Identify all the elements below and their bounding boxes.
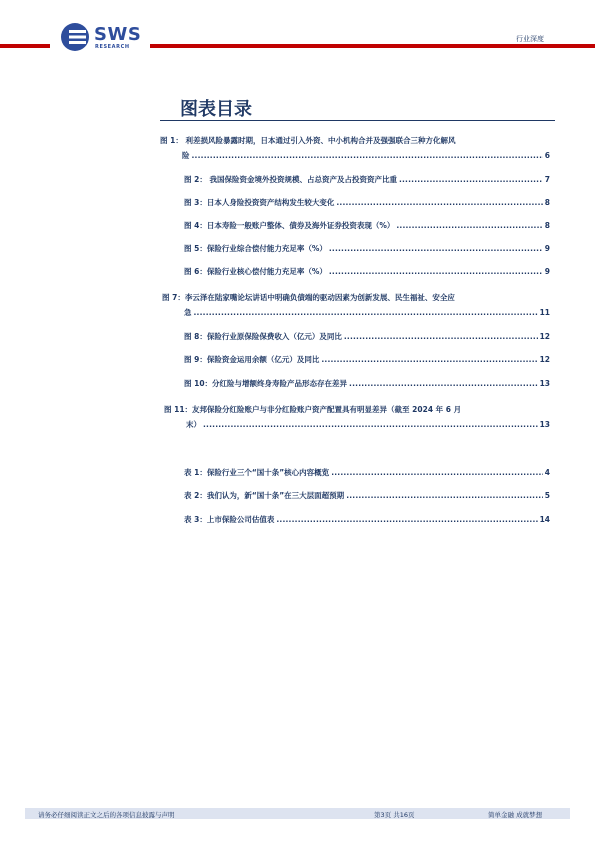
dot-leader xyxy=(331,467,543,478)
report-type-tag: 行业深度 xyxy=(516,35,544,43)
figure-entry-page: 6 xyxy=(544,151,550,160)
figure-entry-title: 图 1： 利差损风险暴露时期，日本通过引入外资、中小机构合并及强强联合三种方化解风 xyxy=(160,136,456,145)
logo-wordmark: SWS xyxy=(94,24,142,45)
figure-entry-title-continued: 末） xyxy=(186,420,201,429)
footer-disclaimer: 请务必仔细阅读正文之后的各项信息披露与声明 xyxy=(38,811,175,819)
figure-entry-title: 图 2： 我国保险资金境外投资规模、占总资产及占投资资产比重 xyxy=(184,175,397,184)
figure-entry[interactable] xyxy=(164,404,550,430)
dot-leader xyxy=(399,174,543,185)
dot-leader xyxy=(349,378,538,389)
figure-entry[interactable] xyxy=(184,266,550,277)
figure-entry-page: 8 xyxy=(544,198,550,207)
table-entry-page: 14 xyxy=(539,515,550,524)
figure-entry[interactable] xyxy=(184,354,550,365)
dot-leader xyxy=(344,331,538,342)
dot-leader xyxy=(321,354,537,365)
dot-leader xyxy=(329,243,543,254)
dot-leader xyxy=(276,514,537,525)
figure-entry-title: 图 5：保险行业综合偿付能力充足率（%） xyxy=(184,244,327,253)
figure-entry-title: 图 6：保险行业核心偿付能力充足率（%） xyxy=(184,267,327,276)
table-entry-title: 表 2：我们认为，新“国十条”在三大层面超预期 xyxy=(184,491,345,500)
dot-leader xyxy=(336,197,542,208)
logo-subtitle: RESEARCH xyxy=(95,44,130,50)
figure-entry[interactable] xyxy=(160,135,550,161)
figure-entry-page: 9 xyxy=(544,267,550,276)
dot-leader xyxy=(346,490,543,501)
table-entry[interactable] xyxy=(184,490,550,501)
dot-leader xyxy=(194,307,538,318)
figure-entry-page: 13 xyxy=(539,420,550,429)
dot-leader xyxy=(329,266,543,277)
toc-title: 图表目录 xyxy=(180,99,252,120)
figure-entry-title: 图 9：保险资金运用余额（亿元）及同比 xyxy=(184,355,320,364)
figure-entry-title: 图 3：日本人身险投资资产结构发生较大变化 xyxy=(184,198,335,207)
table-entry[interactable] xyxy=(184,514,550,525)
figure-entry-title-continued: 险 xyxy=(182,151,190,160)
figure-entry-page: 7 xyxy=(544,175,550,184)
figure-entry-title: 图 4：日本寿险一般账户整体、债券及海外证券投资表现（%） xyxy=(184,221,395,230)
figure-entry-title: 图 10：分红险与增额终身寿险产品形态存在差异 xyxy=(184,379,348,388)
dot-leader xyxy=(192,150,543,161)
figure-entry-title-continued: 急 xyxy=(184,308,192,317)
footer-page-info: 第3页 共16页 xyxy=(374,811,415,819)
figure-entry[interactable] xyxy=(162,292,550,318)
figure-entry[interactable] xyxy=(184,220,550,231)
figure-entry-page: 11 xyxy=(539,308,550,317)
table-entry-title: 表 3：上市保险公司估值表 xyxy=(184,515,275,524)
figure-entry[interactable] xyxy=(184,331,550,342)
figure-entry-title: 图 7：李云泽在陆家嘴论坛讲话中明确负债端的驱动因素为创新发展、民生福祉、安全应 xyxy=(162,293,455,302)
table-entry-page: 5 xyxy=(544,491,550,500)
figure-entry[interactable] xyxy=(184,174,550,185)
figure-entry[interactable] xyxy=(184,378,550,389)
figure-entry-page: 13 xyxy=(539,379,550,388)
figure-entry-page: 12 xyxy=(539,332,550,341)
table-entry[interactable] xyxy=(184,467,550,478)
figure-entry-page: 12 xyxy=(539,355,550,364)
footer-slogan: 简单金融 成就梦想 xyxy=(488,811,543,819)
dot-leader xyxy=(203,419,538,430)
figure-entry-page: 8 xyxy=(544,221,550,230)
figure-entry[interactable] xyxy=(184,243,550,254)
table-entry-page: 4 xyxy=(544,468,550,477)
figure-entry-page: 9 xyxy=(544,244,550,253)
dot-leader xyxy=(396,220,542,231)
figure-entry-title: 图 8：保险行业原保险保费收入（亿元）及同比 xyxy=(184,332,342,341)
figure-entry-title: 图 11：友邦保险分红险账户与非分红险账户资产配置具有明显差异（截至 2024 年 6 月 xyxy=(164,405,462,414)
table-entry-title: 表 1：保险行业三个“国十条”核心内容概览 xyxy=(184,468,330,477)
figure-entry[interactable] xyxy=(184,197,550,208)
